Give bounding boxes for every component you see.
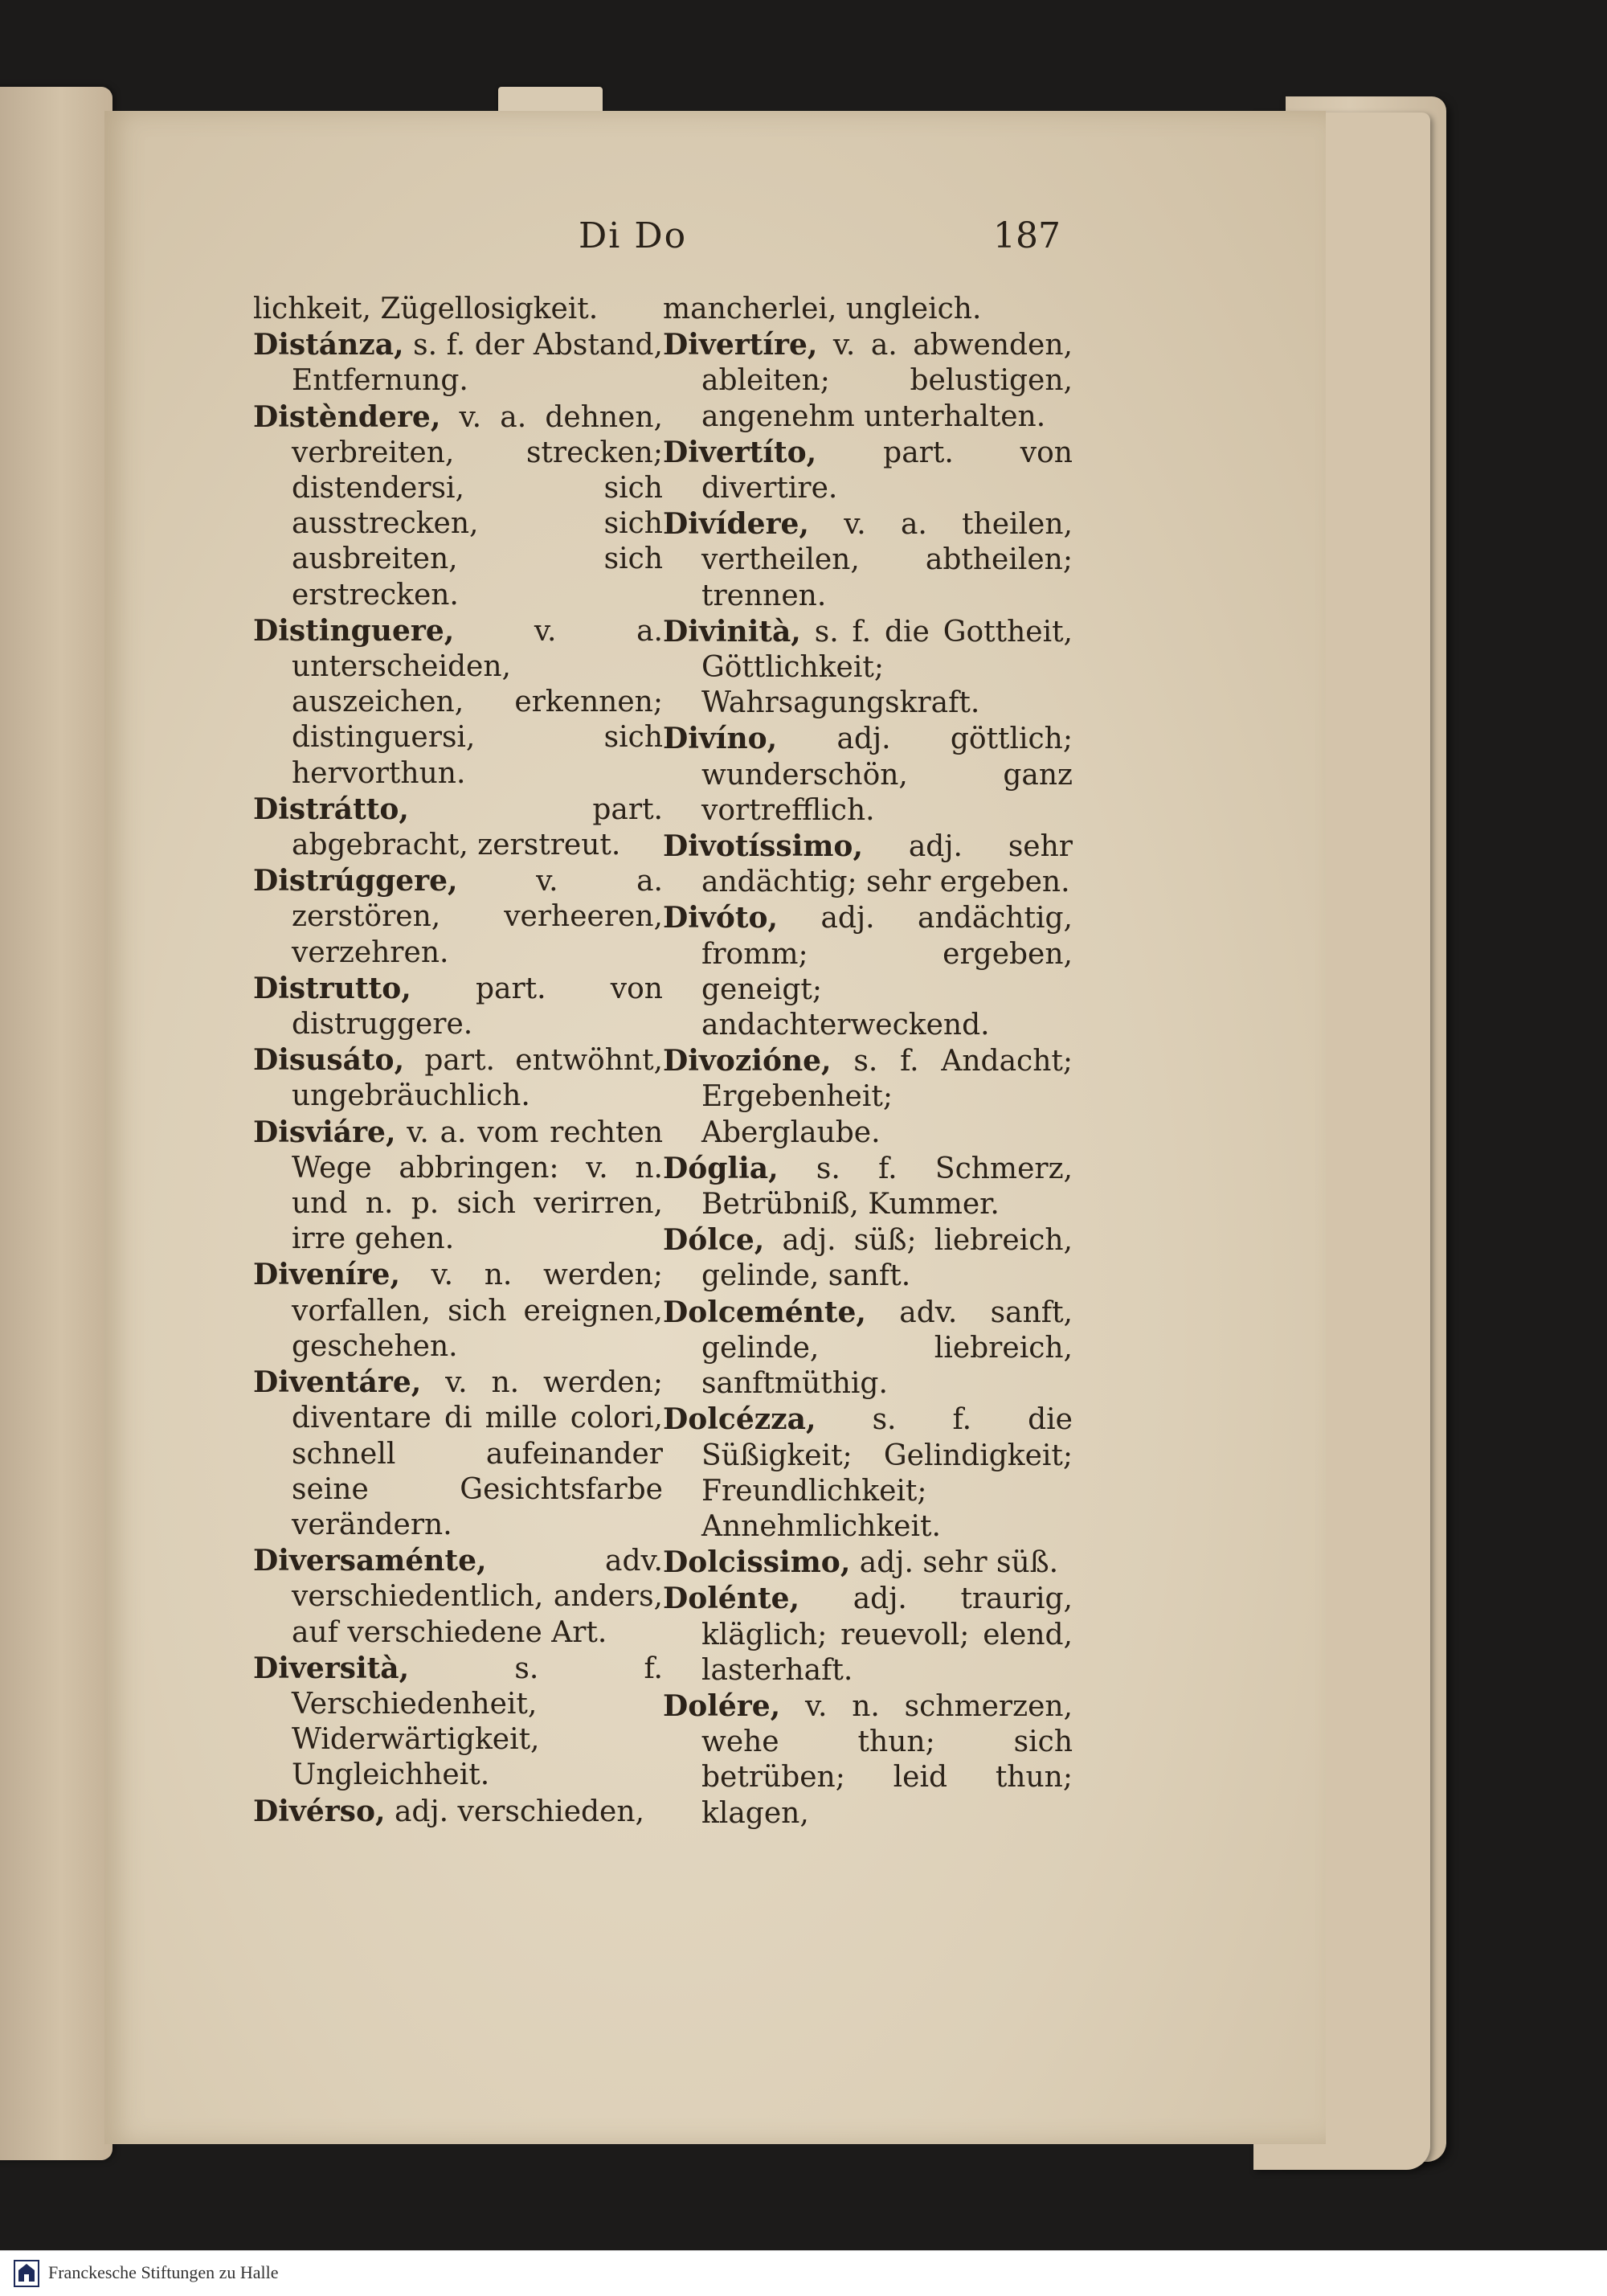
entry-definition: part. von distruggere. — [292, 972, 663, 1042]
dictionary-entry — [253, 792, 663, 863]
dictionary-entry — [663, 506, 1073, 614]
dictionary-entry — [663, 1545, 1073, 1581]
entry-definition: part. von divertire. — [701, 436, 1073, 505]
left-column — [253, 291, 663, 1830]
entry-definition: s. f. Schmerz, Betrübniß, Kummer. — [701, 1152, 1073, 1222]
dictionary-entry — [253, 863, 663, 971]
dictionary-entry — [663, 1222, 1073, 1294]
entry-headword: Diversaménte, — [253, 1544, 487, 1578]
right-column — [663, 291, 1073, 1831]
entry-headword: Disusáto, — [253, 1043, 405, 1078]
entry-definition: v. a. unterscheiden, auszeichen, erkennen; distinguersi, sich hervorthun. — [292, 614, 663, 790]
dictionary-entry — [663, 1043, 1073, 1151]
entry-headword: Diversità, — [253, 1651, 410, 1685]
dictionary-entry — [663, 1688, 1073, 1831]
entry-definition: adj. andächtig, fromm; ergeben, geneigt; andachterweckend. — [701, 902, 1073, 1042]
entry-headword: Dolcézza, — [663, 1402, 816, 1437]
entry-definition: s. f. Verschiedenheit, Widerwärtigkeit, Ungleichheit. — [292, 1651, 663, 1792]
entry-headword: Disviáre, — [253, 1115, 396, 1149]
entry-definition: adj. sehr süß. — [850, 1546, 1059, 1580]
dictionary-entry — [253, 971, 663, 1042]
entry-headword: Divíno, — [663, 722, 778, 756]
franckesche-logo-icon — [13, 2259, 40, 2288]
entry-headword: Distinguere, — [253, 613, 455, 648]
entry-headword: Dolére, — [663, 1688, 781, 1723]
dictionary-entry — [663, 327, 1073, 435]
entry-headword: Distrutto, — [253, 971, 411, 1005]
entry-definition: adj. traurig, kläglich; reuevoll; elend, lasterhaft. — [701, 1582, 1073, 1687]
entry-headword: Divotíssimo, — [663, 829, 863, 864]
dictionary-entry — [663, 721, 1073, 829]
entry-definition: adv. verschiedentlich, anders, auf verschiedene Art. — [292, 1545, 663, 1649]
entry-headword: Diventáre, — [253, 1365, 422, 1400]
dictionary-entry — [253, 291, 663, 327]
entry-definition: adj. süß; liebreich, gelinde, sanft. — [701, 1224, 1073, 1293]
entry-definition: mancherlei, ungleich. — [663, 293, 982, 325]
dictionary-entry — [253, 327, 663, 399]
entry-headword: Divozióne, — [663, 1044, 832, 1078]
entry-headword: Dolcissimo, — [663, 1545, 851, 1580]
entry-definition: adj. verschieden, — [385, 1795, 644, 1828]
running-header — [104, 211, 1061, 267]
dictionary-entry — [663, 614, 1073, 722]
dictionary-entry — [253, 613, 663, 792]
entry-definition: v. a. vom rechten Wege abbringen: v. n. und n. p. sich verirren, irre gehen. — [292, 1115, 663, 1256]
entry-headword: Dólce, — [663, 1223, 765, 1258]
entry-definition: v. n. werden; vorfallen, sich ereignen, geschehen. — [292, 1259, 663, 1363]
dictionary-entry — [663, 1151, 1073, 1222]
entry-headword: Distèndere, — [253, 399, 441, 434]
facing-page-edge — [0, 87, 112, 2160]
dictionary-entry — [253, 399, 663, 613]
entry-headword: Divinità, — [663, 614, 801, 649]
entry-headword: Dolénte, — [663, 1582, 800, 1616]
entry-headword: Divídere, — [663, 507, 809, 542]
entry-headword: Distrúggere, — [253, 864, 458, 898]
entry-definition: lichkeit, Zügellosigkeit. — [253, 293, 599, 325]
entry-definition: s. f. die Süßigkeit; Gelindigkeit; Freundlichkeit; Annehmlichkeit. — [701, 1403, 1073, 1543]
entry-definition: v. n. werden; diventare di mille colori, schnell aufeinander seine Gesichtsfarbe verändern. — [292, 1366, 663, 1541]
entry-definition: v. a. theilen, vertheilen, abtheilen; trennen. — [701, 508, 1073, 612]
guide-words: Di Do — [579, 215, 688, 256]
dictionary-entry — [253, 1365, 663, 1543]
dictionary-entry — [253, 1115, 663, 1258]
dictionary-entry — [663, 1402, 1073, 1545]
entry-definition: v. n. schmerzen, wehe thun; sich betrüben; leid thun; klagen, — [701, 1689, 1073, 1830]
entry-definition: adj. sehr andächtig; sehr ergeben. — [701, 830, 1073, 899]
entry-definition: s. f. Andacht; Ergebenheit; Aberglaube. — [701, 1045, 1073, 1149]
dictionary-entry — [253, 1543, 663, 1651]
entry-definition: v. a. abwenden, ableiten; belustigen, angenehm unterhalten. — [701, 329, 1073, 433]
entry-definition: part. abgebracht, zerstreut. — [292, 792, 663, 862]
entry-definition: adv. sanft, gelinde, liebreich, sanftmüthig. — [701, 1295, 1073, 1401]
dictionary-entry — [253, 1651, 663, 1794]
entry-headword: Distánza, — [253, 328, 404, 362]
entry-headword: Divérso, — [253, 1794, 386, 1828]
entry-definition: adj. göttlich; wunderschön, ganz vortrefflich. — [701, 722, 1073, 827]
entry-definition: part. entwöhnt, ungebräuchlich. — [292, 1044, 663, 1113]
dictionary-entry — [253, 1257, 663, 1365]
entry-headword: Distrátto, — [253, 792, 409, 826]
dictionary-entry — [663, 435, 1073, 506]
entry-headword: Divóto, — [663, 901, 778, 935]
dictionary-entry — [663, 1581, 1073, 1688]
entry-headword: Divertíre, — [663, 328, 818, 362]
entry-definition: v. a. zerstören, verheeren, verzehren. — [292, 865, 663, 969]
dictionary-entry — [253, 1794, 663, 1830]
entry-headword: Divertíto, — [663, 435, 817, 469]
entry-definition: s. f. der Abstand, Entfernung. — [292, 329, 663, 398]
entry-definition: v. a. dehnen, verbreiten, strecken; distendersi, sich ausstrecken, sich ausbreiten, sich erstrecken. — [292, 400, 663, 612]
footer-bar — [0, 2250, 1607, 2296]
entry-headword: Dolceménte, — [663, 1295, 866, 1329]
entry-headword: Dóglia, — [663, 1151, 779, 1185]
dictionary-entry — [663, 291, 1073, 327]
entry-definition: s. f. die Gottheit, Göttlichkeit; Wahrsagungskraft. — [701, 615, 1073, 720]
entry-headword: Diveníre, — [253, 1258, 400, 1292]
dictionary-entry — [253, 1042, 663, 1114]
dictionary-entry — [663, 829, 1073, 900]
page-number: 187 — [993, 215, 1061, 256]
footer-label: Franckesche Stiftungen zu Halle — [48, 2262, 279, 2282]
dictionary-entry — [663, 900, 1073, 1043]
dictionary-entry — [663, 1295, 1073, 1402]
